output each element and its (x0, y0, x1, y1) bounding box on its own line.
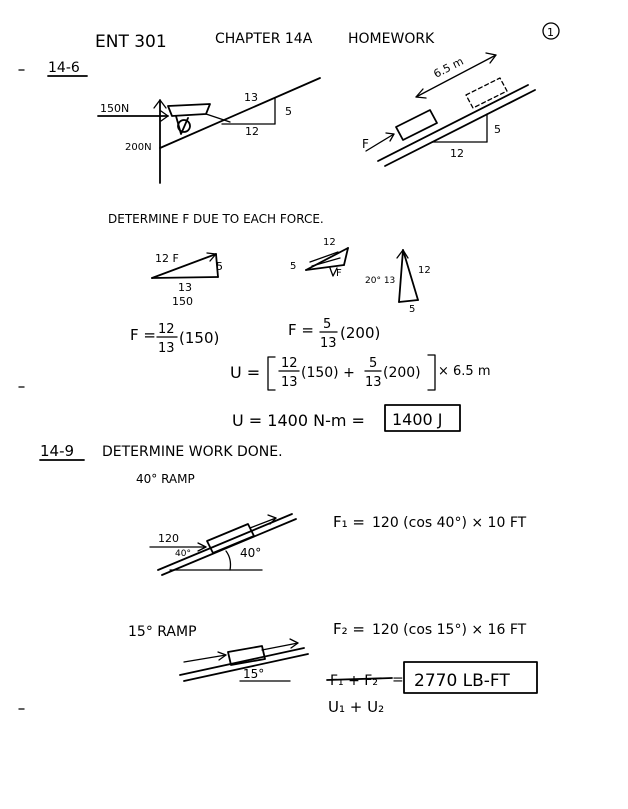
eq-u-term1-num: 12 (281, 356, 298, 371)
tri2-left-label: 5 (290, 261, 297, 272)
push-force-label: 150N (100, 102, 130, 115)
tri2-top-label: 12 (323, 237, 336, 248)
eq-f2-value: (200) (340, 324, 381, 342)
eq-u-lhs: U = (230, 363, 261, 382)
chapter-title: CHAPTER 14A (215, 31, 313, 47)
eq-u-term2-num: 5 (369, 356, 378, 371)
ramp1-label: 40° RAMP (136, 472, 195, 486)
tri3-base-label: 5 (409, 304, 416, 315)
eq-f2-numerator: 5 (323, 317, 332, 332)
slope-rise-label: 5 (285, 105, 292, 118)
eq-f1-numerator: 12 (158, 322, 175, 337)
result-14-6-lhs: U = 1400 N-m = (232, 411, 365, 430)
tri3-angle-label: 20° 13 (365, 276, 396, 286)
force-triangle-3 (397, 250, 418, 302)
ramp1-eq-lhs: F₁ = (333, 513, 365, 531)
eq-u-left-bracket (268, 357, 275, 390)
distance-label: 6.5 m (431, 54, 466, 81)
slope2-run-label: 12 (450, 147, 464, 160)
tri1-hyp-label: 13 (178, 281, 192, 294)
ramp1-angle-small: 40° (175, 549, 191, 559)
eq-u-term1-den: 13 (281, 375, 298, 390)
course-code: ENT 301 (95, 32, 167, 52)
eq-f2-denominator: 13 (320, 336, 337, 351)
eq-u-term2-value: (200) (383, 365, 421, 381)
eq-f1-lhs: F = (130, 326, 156, 344)
ramp1-eq-rhs: 120 (cos 40°) × 10 FT (372, 515, 527, 531)
ramp1-angle: 40° (240, 546, 262, 560)
eq-u-term2-den: 13 (365, 375, 382, 390)
slope-run-label: 12 (245, 125, 259, 138)
result-14-9-value: 2770 LB-FT (414, 671, 510, 691)
assignment-title: HOMEWORK (348, 31, 435, 47)
tri3-side-label: 12 (418, 265, 431, 276)
ramp2-eq-lhs: F₂ = (333, 620, 365, 638)
tri1-magnitude-label: 150 (172, 295, 193, 308)
result-14-6-value: 1400 J (392, 410, 443, 429)
ramp2-label: 15° RAMP (128, 624, 197, 640)
eq-f1-denominator: 13 (158, 341, 175, 356)
slope2-rise-label: 5 (494, 123, 501, 136)
problem-14-6-label: 14-6 (48, 60, 80, 76)
problem-14-9-title: DETERMINE WORK DONE. (102, 444, 283, 460)
struck-sum: F₁ + F₂ (330, 673, 378, 689)
work-sum: U₁ + U₂ (328, 698, 385, 716)
instruction-text: DETERMINE F DUE TO EACH FORCE. (108, 212, 324, 226)
weight-label: 200N (125, 142, 152, 153)
eq-u-distance: × 6.5 m (438, 364, 491, 379)
page-number: 1 (547, 26, 554, 39)
ramp2-eq-rhs: 120 (cos 15°) × 16 FT (372, 622, 527, 638)
wheelbarrow-figure (98, 78, 320, 183)
force-f-label: F (362, 137, 369, 151)
tri2-force-label: F (336, 268, 342, 279)
problem-14-9-label: 14-9 (40, 442, 75, 460)
ramp1-force-label: 120 (158, 532, 179, 545)
ramp2-angle: 15° (243, 667, 265, 681)
tri1-run-label: 12 F (155, 252, 179, 265)
eq-u-term1-value: (150) + (301, 365, 355, 381)
tri1-rise-label: 5 (216, 260, 223, 273)
equals-sign: = (392, 672, 404, 688)
eq-f1-value: (150) (179, 329, 220, 347)
slope-hyp-label: 13 (244, 91, 258, 104)
eq-f2-lhs: F = (288, 321, 314, 339)
eq-u-right-bracket (428, 355, 435, 390)
